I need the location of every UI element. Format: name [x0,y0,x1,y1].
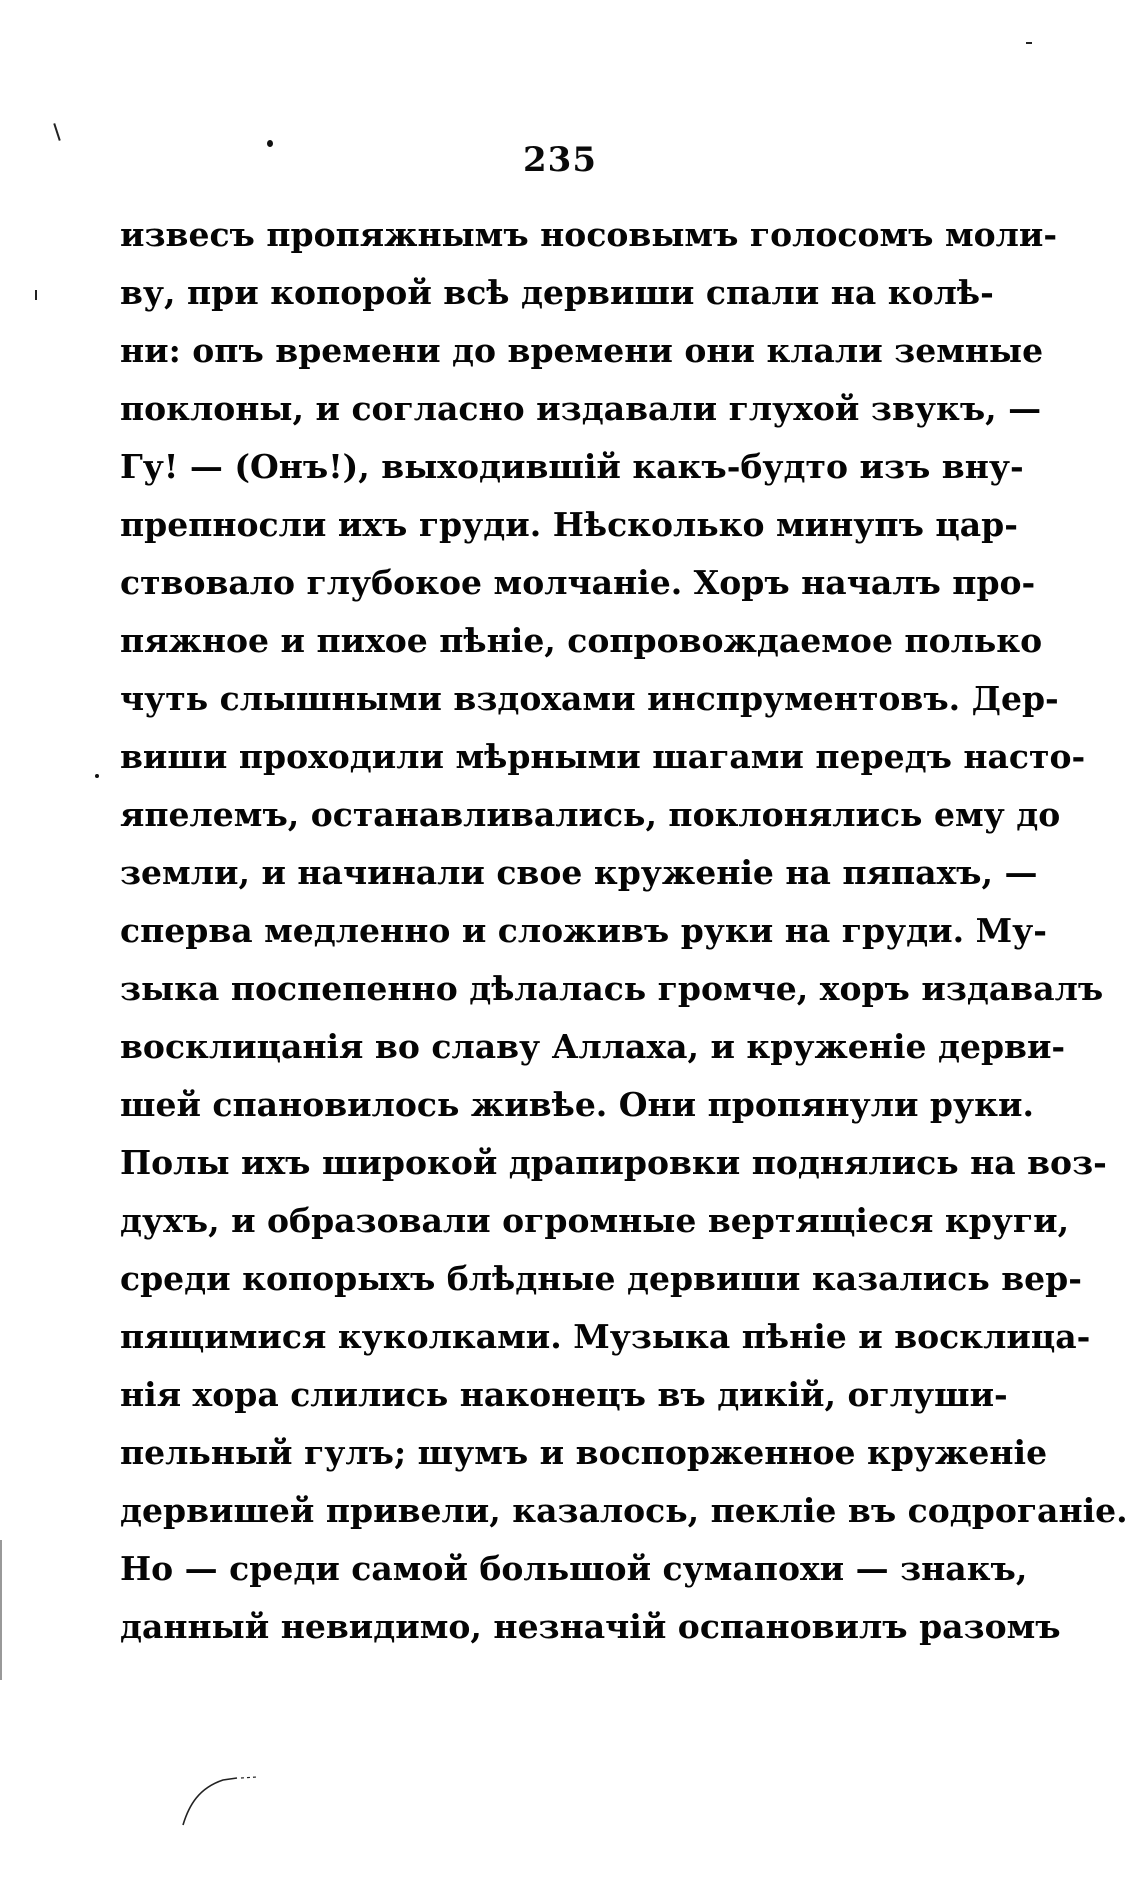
text-line: чуть слышными вздохами инспрументовъ. Дер- [120,679,1059,718]
margin-mark [53,123,60,141]
ink-speck [95,774,99,778]
text-line: виши проходили мѣрными шагами передъ насто- [120,737,1086,776]
text-line: дервишей привели, казалось, пекліе въ содроганіе. [120,1491,1128,1530]
text-line: ву, при копорой всѣ дервиши спали на колѣ- [120,273,994,312]
text-line: япелемъ, останавливались, поклонялись ему до [120,795,1061,834]
text-line: Полы ихъ широкой драпировки поднялись на воз- [120,1143,1107,1182]
text-line: зыка поспепенно дѣлалась громче, хоръ издавалъ [120,969,1104,1008]
text-line: препносли ихъ груди. Нѣсколько минупъ цар- [120,505,1018,544]
text-line: сперва медленно и сложивъ руки на груди. Му- [120,911,1047,950]
margin-mark [35,290,37,300]
pen-stroke-mark [175,1770,275,1830]
text-line: нія хора слились наконецъ въ дикій, оглуши- [120,1375,1008,1414]
text-line: Но — среди самой большой сумапохи — знакъ, [120,1549,1028,1588]
margin-mark [1026,42,1032,44]
text-line: земли, и начинали свое круженіе на пяпахъ, — [120,853,1038,892]
text-line: пящимися куколками. Музыка пѣніе и восклица- [120,1317,1091,1356]
text-line: данный невидимо, незначій оспановилъ разомъ [120,1607,1061,1646]
text-line: шей спановилось живѣе. Они пропянули руки. [120,1085,1034,1124]
text-line: пяжное и пихое пѣніе, сопровождаемое полько [120,621,1043,660]
margin-mark [0,1540,2,1680]
text-line: Гу! — (Онъ!), выходившій какъ-будто изъ вну- [120,447,1024,486]
text-line: извесъ пропяжнымъ носовымъ голосомъ моли- [120,215,1058,254]
text-line: поклоны, и согласно издавали глухой звукъ, — [120,389,1042,428]
text-line: духъ, и образовали огромные вертящіеся круги, [120,1201,1070,1240]
text-line: ни: опъ времени до времени они клали земные [120,331,1044,370]
text-line: среди копорыхъ блѣдные дервиши казались вер- [120,1259,1082,1298]
page-number: 235 [523,140,597,180]
text-line: пельный гулъ; шумъ и воспорженное круженіе [120,1433,1048,1472]
ink-speck [267,140,273,147]
body-text [120,206,1128,1656]
text-line: ствовало глубокое молчаніе. Хоръ началъ про- [120,563,1036,602]
text-line: восклицанія во славу Аллаха, и круженіе дерви- [120,1027,1066,1066]
